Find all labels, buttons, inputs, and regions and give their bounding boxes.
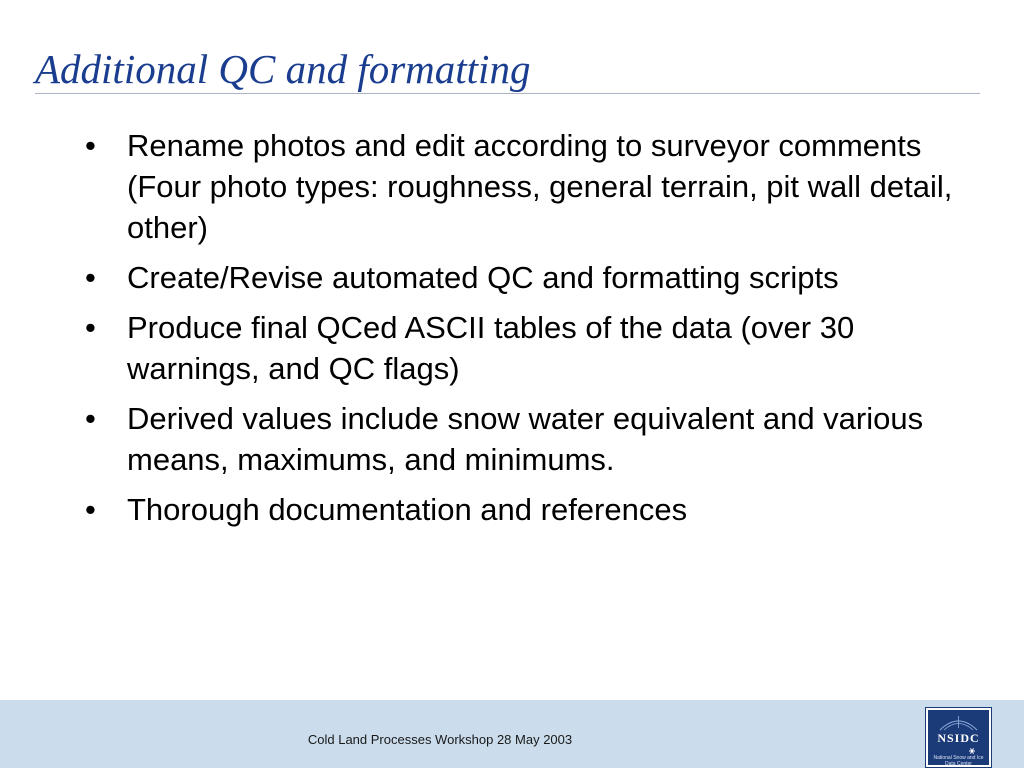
bullet-marker: • (85, 310, 96, 345)
bullet-text: Thorough documentation and references (127, 492, 688, 527)
bullet-item (82, 257, 962, 298)
bullet-marker: • (85, 492, 96, 527)
bullet-marker: • (85, 128, 96, 163)
bullet-item (82, 307, 962, 389)
footer-text: Cold Land Processes Workshop 28 May 2003 (307, 732, 573, 747)
nsidc-logo (926, 708, 991, 767)
bullet-item (82, 125, 962, 248)
slide-title: Additional QC and formatting (35, 46, 531, 92)
bullet-item (82, 489, 962, 530)
bullet-list (82, 125, 962, 539)
bullet-text: Rename photos and edit according to surveyor comments (Four photo types: roughness, general terrain, pit wall detail, other) (127, 128, 953, 245)
title-divider (35, 93, 980, 94)
bullet-marker: • (85, 260, 96, 295)
footer-band (0, 700, 1024, 768)
logo-subtext: National Snow and Ice Data Center (933, 755, 984, 767)
bullet-text: Create/Revise automated QC and formatting scripts (127, 260, 839, 295)
bullet-text: Derived values include snow water equivalent and various means, maximums, and minimums. (127, 401, 924, 477)
bullet-item (82, 398, 962, 480)
logo-text: NSIDC (937, 731, 980, 745)
bullet-marker: • (85, 401, 96, 436)
bullet-text: Produce final QCed ASCII tables of the data (over 30 warnings, and QC flags) (127, 310, 855, 386)
